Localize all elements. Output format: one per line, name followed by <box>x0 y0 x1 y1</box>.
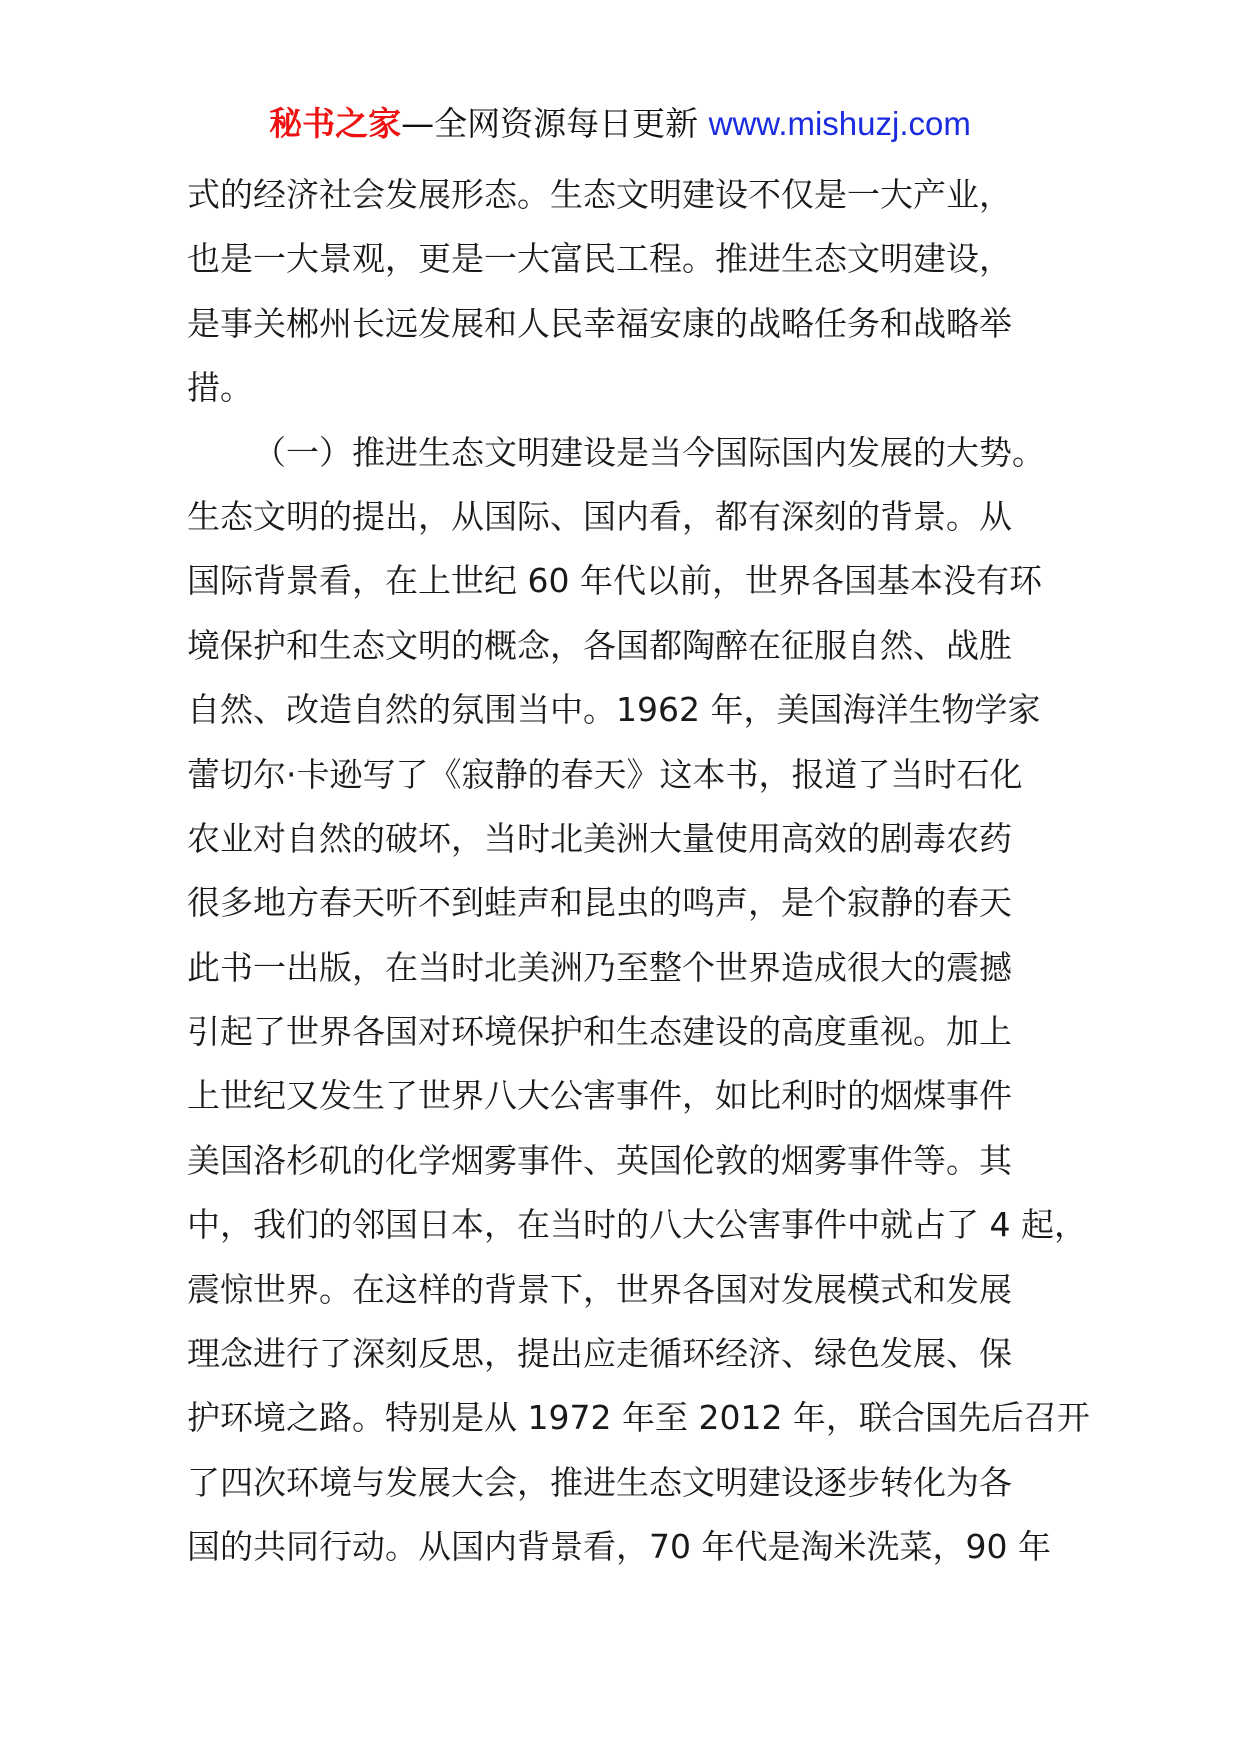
text-line: 是事关郴州长远发展和人民幸福安康的战略任务和战略举 <box>187 303 1012 343</box>
text-line: 很多地方春天听不到蛙声和昆虫的鸣声，是个寂静的春天 <box>187 883 1012 923</box>
page-header <box>0 100 1240 148</box>
text-line: 理念进行了深刻反思，提出应走循环经济、绿色发展、保 <box>187 1334 1012 1374</box>
text-line: 蕾切尔·卡逊写了《寂静的春天》这本书，报道了当时石化 <box>187 754 1023 794</box>
text-line: 护环境之路。特别是从 1972 年至 2012 年，联合国先后召开 <box>187 1398 1090 1438</box>
text-line: 美国洛杉矶的化学烟雾事件、英国伦敦的烟雾事件等。其 <box>187 1140 1012 1180</box>
text-line: 引起了世界各国对环境保护和生态建设的高度重视。加上 <box>187 1012 1012 1052</box>
text-line: 生态文明的提出，从国际、国内看，都有深刻的背景。从 <box>187 496 1012 536</box>
text-line: 农业对自然的破坏，当时北美洲大量使用高效的剧毒农药 <box>187 818 1012 858</box>
text-line: 了四次环境与发展大会，推进生态文明建设逐步转化为各 <box>187 1462 1012 1502</box>
text-line: 境保护和生态文明的概念，各国都陶醉在征服自然、战胜 <box>187 625 1012 665</box>
text-line: 自然、改造自然的氛围当中。1962 年，美国海洋生物学家 <box>187 690 1041 730</box>
brand-name: 秘书之家 <box>269 104 402 143</box>
text-line: 式的经济社会发展形态。生态文明建设不仅是一大产业， <box>187 175 1012 214</box>
website-link[interactable]: www.mishuzj.com <box>708 105 971 142</box>
text-line: 此书一出版，在当时北美洲乃至整个世界造成很大的震撼 <box>187 947 1012 987</box>
text-line: 也是一大景观，更是一大富民工程。推进生态文明建设， <box>187 239 1012 279</box>
section-heading-line: （一）推进生态文明建设是当今国际国内发展的大势。 <box>253 432 1045 472</box>
text-line: 上世纪又发生了世界八大公害事件，如比利时的烟煤事件 <box>187 1076 1012 1116</box>
text-line: 中，我们的邻国日本，在当时的八大公害事件中就占了 4 起， <box>187 1205 1087 1245</box>
text-line: 震惊世界。在这样的背景下，世界各国对发展模式和发展 <box>187 1269 1012 1309</box>
header-tagline: —全网资源每日更新 <box>401 104 709 143</box>
text-line: 国的共同行动。从国内背景看，70 年代是淘米洗菜，90 年 <box>187 1527 1051 1567</box>
text-line: 国际背景看，在上世纪 60 年代以前，世界各国基本没有环 <box>187 561 1042 601</box>
text-line: 措。 <box>187 368 253 408</box>
document-body <box>187 163 1090 1580</box>
